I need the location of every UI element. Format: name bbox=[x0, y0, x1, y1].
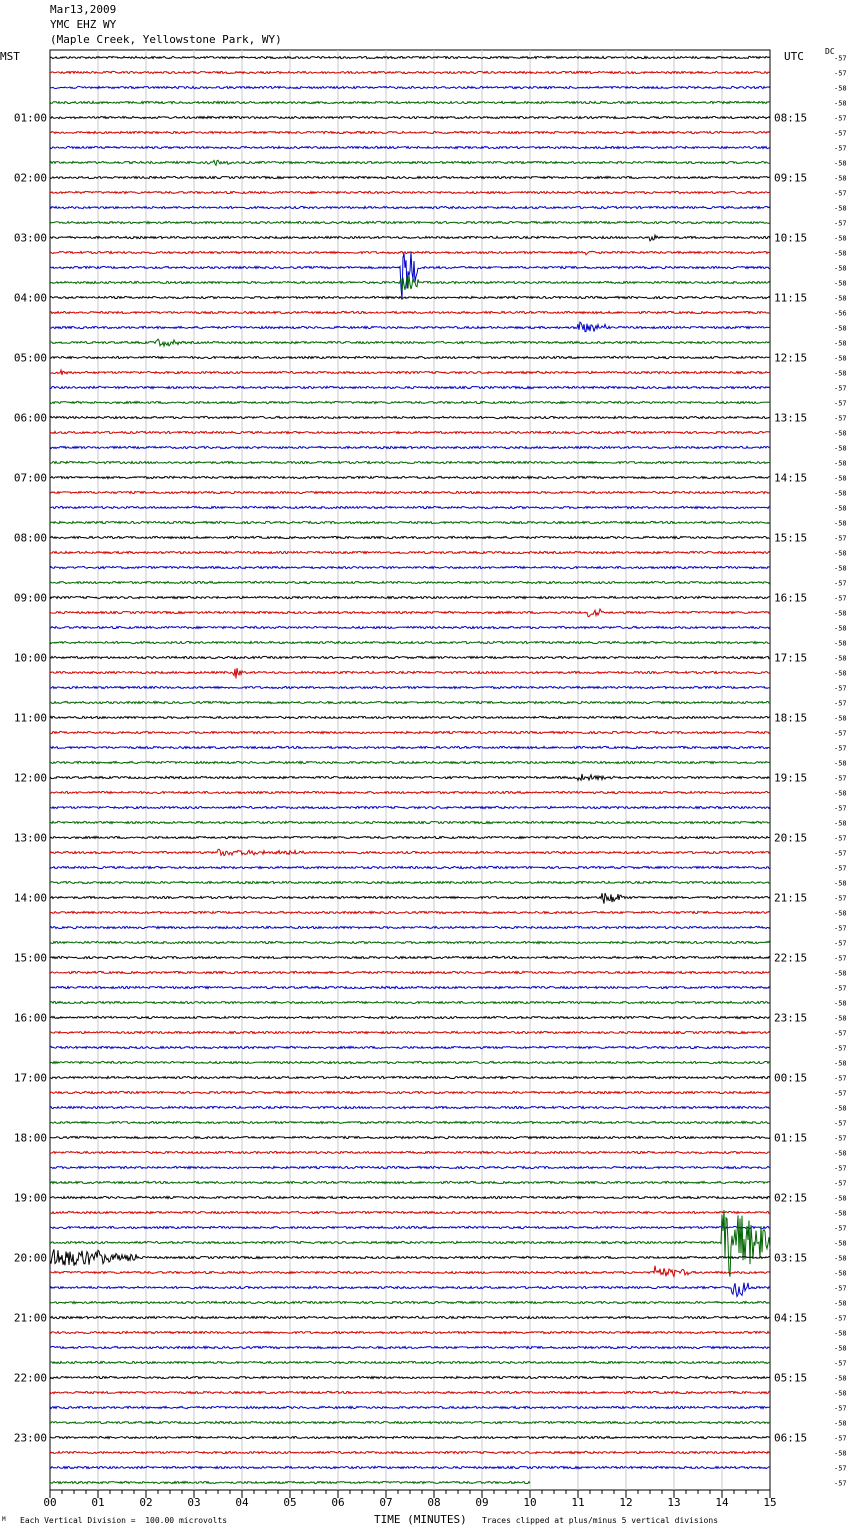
trace-line bbox=[50, 1391, 770, 1393]
trace-line bbox=[50, 1316, 770, 1318]
left-hour-label: 19:00 bbox=[13, 1191, 47, 1205]
dc-offset-label: -58 bbox=[834, 969, 847, 978]
trace-line bbox=[50, 686, 770, 688]
dc-offset-label: -58 bbox=[834, 624, 847, 633]
corner-mark: M bbox=[2, 1516, 6, 1523]
trace-line bbox=[50, 1376, 770, 1378]
dc-offset-label: -57 bbox=[834, 1434, 847, 1443]
right-hour-label: 21:15 bbox=[774, 891, 808, 905]
left-hour-label: 16:00 bbox=[13, 1011, 47, 1025]
left-hour-label: 21:00 bbox=[13, 1311, 47, 1325]
trace-line bbox=[50, 491, 770, 493]
trace-line bbox=[50, 1166, 770, 1168]
dc-offset-label: -57 bbox=[834, 729, 847, 738]
x-tick-label: 15 bbox=[763, 1496, 777, 1509]
dc-offset-label: -57 bbox=[834, 699, 847, 708]
header-location: (Maple Creek, Yellowstone Park, WY) bbox=[50, 33, 282, 46]
trace-line bbox=[50, 86, 770, 88]
dc-offset-label: -58 bbox=[834, 264, 847, 273]
dc-offset-label: -58 bbox=[834, 1299, 847, 1308]
dc-offset-label: -57 bbox=[834, 414, 847, 423]
trace-line bbox=[50, 926, 770, 928]
dc-offset-label: -58 bbox=[834, 84, 847, 93]
right-hour-label: 11:15 bbox=[774, 291, 808, 305]
dc-offset-label: -57 bbox=[834, 834, 847, 843]
trace-line bbox=[50, 1451, 770, 1453]
trace-line bbox=[50, 206, 770, 208]
dc-offset-label: -58 bbox=[834, 354, 847, 363]
x-tick-label: 01 bbox=[91, 1496, 105, 1509]
trace-line bbox=[50, 1196, 770, 1198]
left-hour-label: 15:00 bbox=[13, 951, 47, 965]
dc-offset-label: -57 bbox=[834, 864, 847, 873]
dc-offset-label: -58 bbox=[834, 174, 847, 183]
dc-offset-label: -58 bbox=[834, 1389, 847, 1398]
trace-line bbox=[50, 191, 770, 193]
x-tick-label: 13 bbox=[667, 1496, 681, 1509]
dc-offset-label: -57 bbox=[834, 1224, 847, 1233]
x-tick-label: 03 bbox=[187, 1496, 201, 1509]
trace-line bbox=[50, 311, 770, 313]
dc-offset-label: -58 bbox=[834, 654, 847, 663]
right-hour-label: 15:15 bbox=[774, 531, 808, 545]
dc-offset-label: -58 bbox=[834, 369, 847, 378]
x-tick-label: 04 bbox=[235, 1496, 249, 1509]
trace-line bbox=[50, 716, 770, 718]
trace-line bbox=[50, 1016, 770, 1018]
dc-offset-label: -58 bbox=[834, 459, 847, 468]
trace-line bbox=[50, 566, 770, 568]
right-hour-label: 18:15 bbox=[774, 711, 808, 725]
dc-offset-label: -58 bbox=[834, 1014, 847, 1023]
dc-offset-label: -58 bbox=[834, 339, 847, 348]
trace-line bbox=[50, 252, 770, 300]
dc-offset-label: -57 bbox=[834, 924, 847, 933]
left-hour-label: 04:00 bbox=[13, 291, 47, 305]
left-hour-label: 01:00 bbox=[13, 111, 47, 125]
right-hour-label: 22:15 bbox=[774, 951, 808, 965]
x-tick-label: 12 bbox=[619, 1496, 633, 1509]
left-hour-label: 06:00 bbox=[13, 411, 47, 425]
trace-line bbox=[50, 275, 770, 291]
dc-offset-label: -58 bbox=[834, 1239, 847, 1248]
dc-offset-label: -58 bbox=[834, 1419, 847, 1428]
trace-line bbox=[50, 356, 770, 358]
trace-line bbox=[50, 971, 770, 973]
trace-line bbox=[50, 821, 770, 823]
dc-offset-label: -57 bbox=[834, 1044, 847, 1053]
dc-offset-label: -58 bbox=[834, 444, 847, 453]
trace-line bbox=[50, 836, 770, 838]
dc-offset-label: -58 bbox=[834, 1344, 847, 1353]
trace-line bbox=[50, 56, 770, 58]
trace-line bbox=[50, 1226, 770, 1228]
trace-line bbox=[50, 1436, 770, 1438]
trace-line bbox=[50, 160, 770, 165]
right-hour-label: 03:15 bbox=[774, 1251, 808, 1265]
x-tick-label: 11 bbox=[571, 1496, 585, 1509]
trace-line bbox=[50, 956, 770, 958]
left-hour-label: 13:00 bbox=[13, 831, 47, 845]
left-hour-label: 08:00 bbox=[13, 531, 47, 545]
trace-line bbox=[50, 1121, 770, 1123]
dc-offset-label: -58 bbox=[834, 999, 847, 1008]
dc-offset-label: -57 bbox=[834, 1119, 847, 1128]
left-hour-label: 18:00 bbox=[13, 1131, 47, 1145]
trace-line bbox=[50, 609, 770, 617]
trace-line bbox=[50, 446, 770, 448]
dc-offset-label: -57 bbox=[834, 144, 847, 153]
right-hour-label: 09:15 bbox=[774, 171, 808, 185]
dc-offset-label: -58 bbox=[834, 429, 847, 438]
x-axis-title: TIME (MINUTES) bbox=[374, 1513, 467, 1526]
scale-note: Each Vertical Division = 100.00 microvolts bbox=[20, 1516, 228, 1525]
trace-line bbox=[50, 1210, 770, 1277]
left-hour-label: 05:00 bbox=[13, 351, 47, 365]
dc-offset-label: -57 bbox=[834, 894, 847, 903]
dc-offset-label: -58 bbox=[834, 1329, 847, 1338]
trace-line bbox=[50, 1106, 770, 1108]
dc-offset-label: -58 bbox=[834, 1104, 847, 1113]
dc-offset-label: -58 bbox=[834, 879, 847, 888]
trace-line bbox=[50, 1076, 770, 1078]
trace-line bbox=[50, 401, 770, 403]
trace-line bbox=[50, 1249, 770, 1265]
dc-offset-label: -57 bbox=[834, 1164, 847, 1173]
right-hour-label: 06:15 bbox=[774, 1431, 808, 1445]
left-hour-label: 02:00 bbox=[13, 171, 47, 185]
dc-offset-label: -57 bbox=[834, 744, 847, 753]
dc-offset-label: -57 bbox=[834, 1404, 847, 1413]
trace-line bbox=[50, 1266, 770, 1277]
dc-offset-label: -57 bbox=[834, 684, 847, 693]
dc-offset-label: -57 bbox=[834, 984, 847, 993]
header-station: YMC EHZ WY bbox=[50, 18, 117, 31]
dc-offset-label: -57 bbox=[834, 1074, 847, 1083]
trace-line bbox=[50, 791, 770, 793]
trace-line bbox=[50, 806, 770, 808]
x-tick-label: 05 bbox=[283, 1496, 297, 1509]
trace-line bbox=[50, 461, 770, 463]
trace-line bbox=[50, 521, 770, 523]
trace-line bbox=[50, 1151, 770, 1153]
dc-offset-label: -58 bbox=[834, 1059, 847, 1068]
dc-offset-label: -57 bbox=[834, 579, 847, 588]
trace-line bbox=[50, 866, 770, 868]
dc-offset-label: -57 bbox=[834, 849, 847, 858]
dc-offset-label: -58 bbox=[834, 204, 847, 213]
dc-offset-label: -57 bbox=[834, 114, 847, 123]
dc-offset-label: -58 bbox=[834, 1149, 847, 1158]
dc-offset-label: -58 bbox=[834, 1194, 847, 1203]
right-hour-label: 02:15 bbox=[774, 1191, 808, 1205]
trace-line bbox=[50, 1421, 770, 1423]
trace-line bbox=[50, 370, 770, 375]
dc-offset-label: -58 bbox=[834, 234, 847, 243]
trace-line bbox=[50, 176, 770, 178]
trace-line bbox=[50, 251, 770, 255]
trace-line bbox=[50, 881, 770, 883]
trace-line bbox=[50, 386, 770, 388]
trace-line bbox=[50, 596, 770, 598]
trace-line bbox=[50, 1001, 770, 1003]
left-hour-label: 20:00 bbox=[13, 1251, 47, 1265]
dc-offset-label: -57 bbox=[834, 54, 847, 63]
trace-line bbox=[50, 101, 770, 103]
dc-offset-label: -57 bbox=[834, 384, 847, 393]
trace-line bbox=[50, 581, 770, 583]
dc-offset-label: -58 bbox=[834, 564, 847, 573]
trace-line bbox=[50, 761, 770, 763]
left-hour-label: 14:00 bbox=[13, 891, 47, 905]
dc-offset-label: -58 bbox=[834, 789, 847, 798]
trace-line bbox=[50, 1046, 770, 1048]
dc-offset-label: -57 bbox=[834, 69, 847, 78]
trace-line bbox=[50, 1331, 770, 1333]
right-hour-label: 23:15 bbox=[774, 1011, 808, 1025]
x-tick-label: 07 bbox=[379, 1496, 393, 1509]
left-hour-label: 23:00 bbox=[13, 1431, 47, 1445]
trace-line bbox=[50, 1181, 770, 1183]
dc-offset-label: -58 bbox=[834, 609, 847, 618]
dc-offset-label: -58 bbox=[834, 1449, 847, 1458]
trace-line bbox=[50, 911, 770, 913]
right-hour-label: 10:15 bbox=[774, 231, 808, 245]
trace-line bbox=[50, 1283, 770, 1297]
trace-line bbox=[50, 71, 770, 73]
trace-line bbox=[50, 221, 770, 223]
dc-offset-label: -58 bbox=[834, 249, 847, 258]
trace-line bbox=[50, 1406, 770, 1408]
trace-line bbox=[50, 656, 770, 658]
dc-offset-label: -57 bbox=[834, 954, 847, 963]
dc-offset-label: -57 bbox=[834, 219, 847, 228]
left-hour-label: 07:00 bbox=[13, 471, 47, 485]
trace-line bbox=[50, 322, 770, 332]
trace-line bbox=[50, 731, 770, 733]
right-hour-label: 00:15 bbox=[774, 1071, 808, 1085]
trace-line bbox=[50, 893, 770, 904]
right-hour-label: 12:15 bbox=[774, 351, 808, 365]
dc-offset-label: -57 bbox=[834, 399, 847, 408]
dc-offset-label: -58 bbox=[834, 99, 847, 108]
x-tick-label: 06 bbox=[331, 1496, 345, 1509]
x-tick-label: 02 bbox=[139, 1496, 153, 1509]
left-hour-label: 22:00 bbox=[13, 1371, 47, 1385]
dc-offset-label: -57 bbox=[834, 1179, 847, 1188]
trace-line bbox=[50, 746, 770, 748]
x-tick-label: 14 bbox=[715, 1496, 729, 1509]
dc-offset-label: -57 bbox=[834, 1314, 847, 1323]
trace-line bbox=[50, 476, 770, 478]
dc-offset-label: -58 bbox=[834, 159, 847, 168]
dc-offset-label: -58 bbox=[834, 294, 847, 303]
dc-offset-label: -58 bbox=[834, 1254, 847, 1263]
trace-line bbox=[50, 1301, 770, 1303]
trace-line bbox=[50, 641, 770, 643]
dc-offset-label: -56 bbox=[834, 309, 847, 318]
dc-offset-label: -57 bbox=[834, 939, 847, 948]
right-hour-label: 17:15 bbox=[774, 651, 808, 665]
right-hour-label: 08:15 bbox=[774, 111, 808, 125]
left-hour-label: 10:00 bbox=[13, 651, 47, 665]
trace-line bbox=[50, 849, 770, 855]
dc-offset-label: -57 bbox=[834, 1134, 847, 1143]
right-hour-label: 19:15 bbox=[774, 771, 808, 785]
trace-line bbox=[50, 551, 770, 553]
trace-line bbox=[50, 1031, 770, 1033]
dc-offset-label: -57 bbox=[834, 594, 847, 603]
trace-line bbox=[50, 668, 770, 678]
dc-offset-label: -58 bbox=[834, 279, 847, 288]
trace-line bbox=[50, 986, 770, 988]
dc-offset-label: -58 bbox=[834, 1209, 847, 1218]
dc-offset-label: -57 bbox=[834, 804, 847, 813]
left-hour-label: 11:00 bbox=[13, 711, 47, 725]
dc-offset-label: -58 bbox=[834, 669, 847, 678]
trace-line bbox=[50, 941, 770, 943]
trace-line bbox=[50, 1091, 770, 1093]
dc-offset-label: -58 bbox=[834, 759, 847, 768]
trace-line bbox=[50, 416, 770, 418]
header-date: Mar13,2009 bbox=[50, 3, 117, 16]
trace-line bbox=[50, 131, 770, 133]
clip-note: Traces clipped at plus/minus 5 vertical divisions bbox=[482, 1516, 719, 1525]
dc-offset-label: -58 bbox=[834, 519, 847, 528]
dc-offset-label: -57 bbox=[834, 534, 847, 543]
dc-offset-label: -57 bbox=[834, 1479, 847, 1488]
trace-line bbox=[50, 116, 770, 118]
trace-line bbox=[50, 235, 770, 241]
left-timezone-label: MST bbox=[0, 50, 20, 63]
x-tick-label: 10 bbox=[523, 1496, 537, 1509]
right-hour-label: 20:15 bbox=[774, 831, 808, 845]
dc-offset-label: -58 bbox=[834, 819, 847, 828]
dc-offset-label: -58 bbox=[834, 1269, 847, 1278]
trace-line bbox=[50, 536, 770, 538]
trace-line bbox=[50, 296, 770, 298]
x-tick-label: 09 bbox=[475, 1496, 489, 1509]
trace-line bbox=[50, 1061, 770, 1063]
dc-offset-label: -58 bbox=[834, 549, 847, 558]
right-hour-label: 04:15 bbox=[774, 1311, 808, 1325]
trace-line bbox=[50, 1211, 770, 1213]
trace-line bbox=[50, 1466, 770, 1468]
dc-offset-label: -58 bbox=[834, 324, 847, 333]
dc-offset-label: -58 bbox=[834, 489, 847, 498]
x-tick-label: 00 bbox=[43, 1496, 57, 1509]
trace-line bbox=[50, 506, 770, 508]
right-hour-label: 16:15 bbox=[774, 591, 808, 605]
dc-offset-label: -57 bbox=[834, 1089, 847, 1098]
trace-line bbox=[50, 1346, 770, 1348]
dc-offset-label: -58 bbox=[834, 1374, 847, 1383]
left-hour-label: 09:00 bbox=[13, 591, 47, 605]
dc-offset-label: -57 bbox=[834, 129, 847, 138]
dc-offset-label: -58 bbox=[834, 639, 847, 648]
right-timezone-label: UTC bbox=[784, 50, 804, 63]
dc-offset-label: -58 bbox=[834, 714, 847, 723]
dc-offset-label: -57 bbox=[834, 774, 847, 783]
dc-offset-label: -58 bbox=[834, 909, 847, 918]
dc-offset-label: -57 bbox=[834, 1029, 847, 1038]
trace-line bbox=[50, 1361, 770, 1363]
trace-line bbox=[50, 146, 770, 148]
right-hour-label: 13:15 bbox=[774, 411, 808, 425]
trace-line bbox=[50, 339, 770, 346]
dc-offset-label: -57 bbox=[834, 1359, 847, 1368]
dc-offset-label: -58 bbox=[834, 504, 847, 513]
left-hour-label: 17:00 bbox=[13, 1071, 47, 1085]
trace-line bbox=[50, 774, 770, 780]
dc-offset-label: -57 bbox=[834, 1464, 847, 1473]
right-hour-label: 01:15 bbox=[774, 1131, 808, 1145]
trace-line bbox=[50, 701, 770, 703]
dc-offset-label: -58 bbox=[834, 474, 847, 483]
right-hour-label: 05:15 bbox=[774, 1371, 808, 1385]
left-hour-label: 03:00 bbox=[13, 231, 47, 245]
trace-line bbox=[50, 626, 770, 628]
trace-line bbox=[50, 1136, 770, 1138]
dc-offset-label: -57 bbox=[834, 189, 847, 198]
trace-line bbox=[50, 431, 770, 433]
dc-offset-label: -57 bbox=[834, 1284, 847, 1293]
dc-label: DC bbox=[825, 47, 835, 56]
right-hour-label: 14:15 bbox=[774, 471, 808, 485]
x-tick-label: 08 bbox=[427, 1496, 441, 1509]
left-hour-label: 12:00 bbox=[13, 771, 47, 785]
